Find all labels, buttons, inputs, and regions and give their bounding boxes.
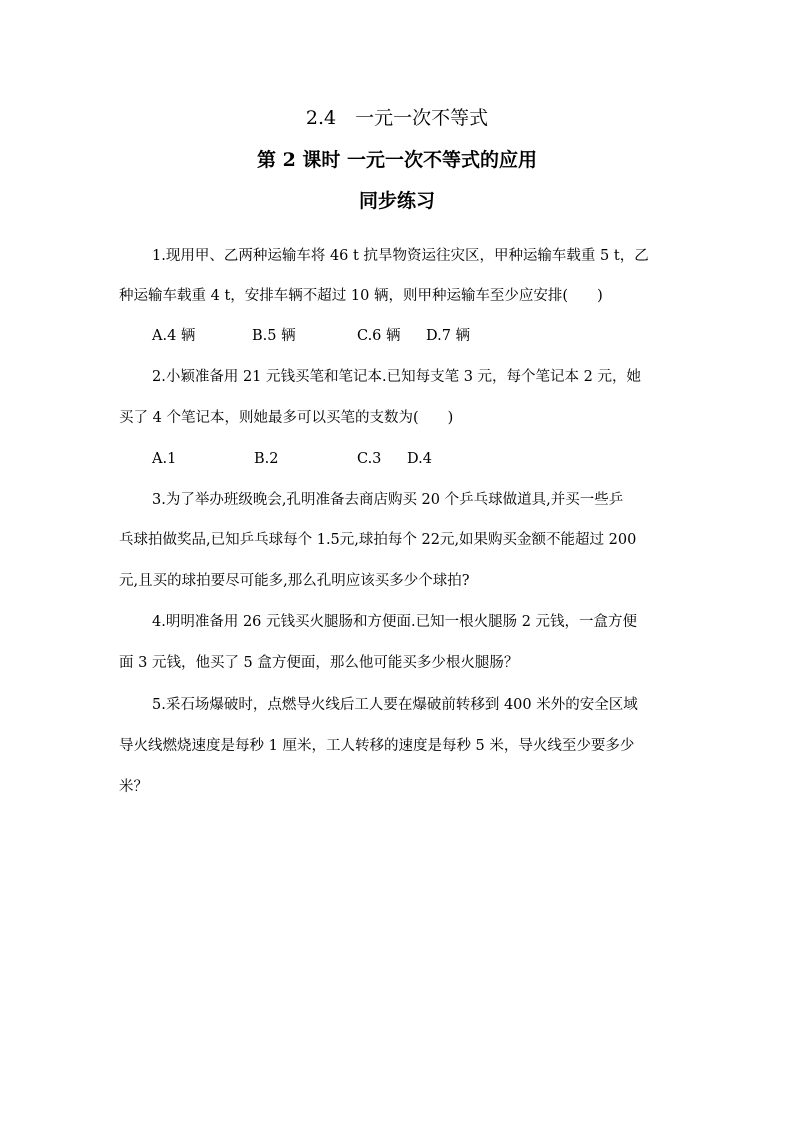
- question-4-line-1: 4.明明准备用 26 元钱买火腿肠和方便面.已知一根火腿肠 2 元钱，一盒方便: [152, 614, 638, 630]
- question-2-option-b: B.2: [254, 451, 279, 467]
- question-1-option-d: D.7 辆: [426, 328, 471, 344]
- question-1-option-a: A.4 辆: [152, 328, 196, 344]
- question-5-line-1: 5.采石场爆破时，点燃导火线后工人要在爆破前转移到 400 米外的安全区域: [152, 697, 638, 713]
- question-5-line-3: 米？: [119, 779, 148, 795]
- question-2-option-d: D.4: [407, 451, 432, 467]
- section-title: 2.4 一元一次不等式: [305, 107, 489, 129]
- question-3-line-3: 元,且买的球拍要尽可能多,那么孔明应该买多少个球拍?: [119, 573, 470, 589]
- question-1-line-1: 1.现用甲、乙两种运输车将 46 t 抗旱物资运往灾区，甲种运输车载重 5 t，乙: [152, 248, 649, 264]
- question-2-option-a: A.1: [152, 451, 177, 467]
- question-3-line-2: 乓球拍做奖品,已知乒乓球每个 1.5元,球拍每个 22元,如果购买金额不能超过 200: [119, 532, 637, 548]
- question-2-line-2: 买了 4 个笔记本，则她最多可以买笔的支数为( ): [119, 410, 454, 426]
- exercise-subtitle: 同步练习: [358, 190, 435, 212]
- question-2-line-1: 2.小颖准备用 21 元钱买笔和笔记本.已知每支笔 3 元，每个笔记本 2 元，她: [152, 369, 641, 385]
- question-5-line-2: 导火线燃烧速度是每秒 1 厘米，工人转移的速度是每秒 5 米，导火线至少要多少: [119, 738, 635, 754]
- question-1-option-c: C.6 辆: [357, 328, 401, 344]
- question-4-line-2: 面 3 元钱，他买了 5 盒方便面，那么他可能买多少根火腿肠？: [119, 655, 519, 671]
- lesson-title: 第 2 课时 一元一次不等式的应用: [256, 149, 538, 171]
- question-3-line-1: 3.为了举办班级晚会,孔明准备去商店购买 20 个乒乓球做道具,并买一些乒: [152, 492, 624, 508]
- question-1-option-b: B.5 辆: [252, 328, 296, 344]
- question-1-line-2: 种运输车载重 4 t，安排车辆不超过 10 辆，则甲种运输车至少应安排( ): [119, 288, 603, 304]
- question-2-option-c: C.3: [357, 451, 382, 467]
